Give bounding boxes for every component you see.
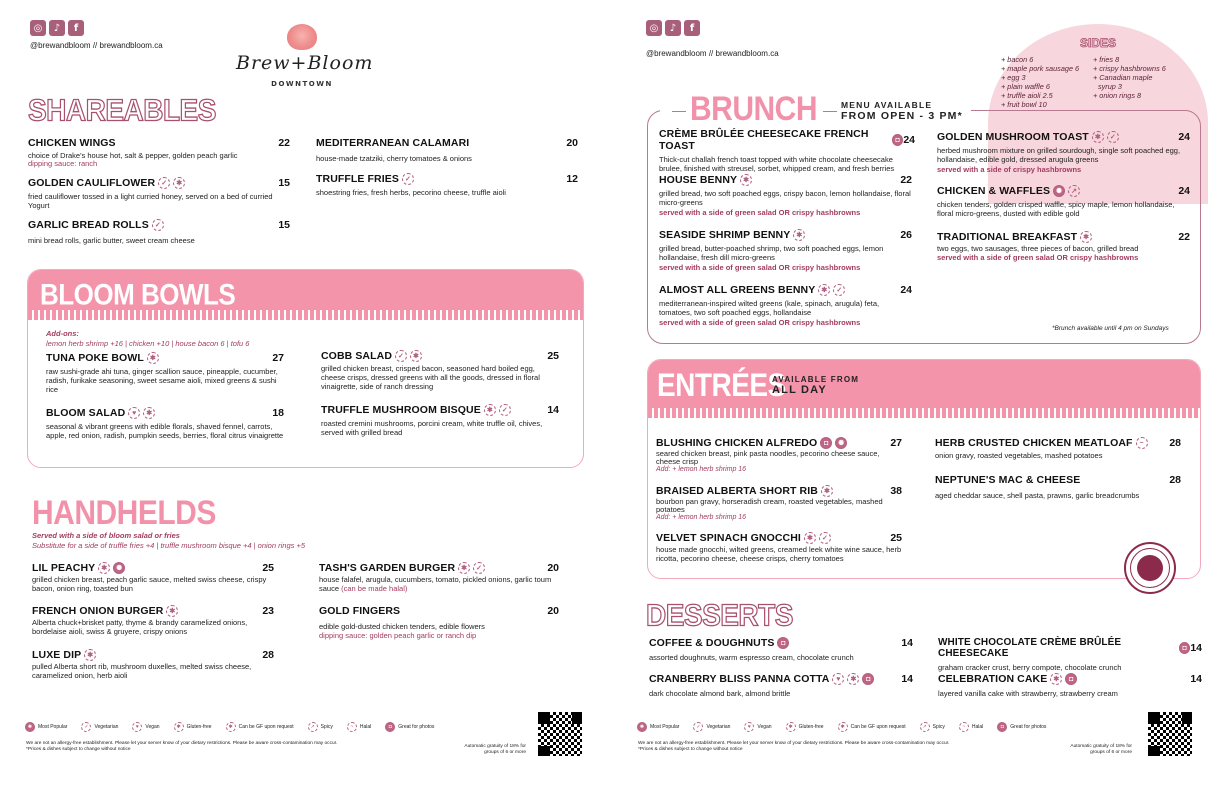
- instagram-icon[interactable]: ◎: [30, 20, 46, 36]
- gf-on-request-icon: ✱: [226, 722, 236, 732]
- vegetarian-icon: ✓: [158, 177, 170, 189]
- vegetarian-icon: ✓: [833, 284, 845, 296]
- spicy-icon: ↗: [308, 722, 318, 732]
- spicy-icon: ↗: [1068, 185, 1080, 197]
- facebook-icon[interactable]: f: [684, 20, 700, 36]
- menu-item: BLOOM SALAD ♥ ✱ 18 seasonal & vibrant greens with edible florals, shaved fennel, carrots, apple, red onion, radish, pumpkin seeds, berries, floral citrus vinaigrette: [46, 407, 284, 440]
- entrees-title: ENTRÉES: [657, 367, 786, 403]
- menu-item: GOLD FINGERS 20 edible gold-dusted chicken tenders, edible flowers dipping sauce: golden peach garlic or ranch dip: [319, 605, 559, 640]
- gluten-free-icon: ✱: [174, 722, 184, 732]
- gratuity-note: Automatic gratuity of 18% for groups of 6 or more: [464, 744, 526, 755]
- divider: [672, 111, 686, 113]
- halal-icon: ~: [347, 722, 357, 732]
- welcome-stamp: [1124, 542, 1176, 594]
- menu-item: LIL PEACHY ✱ ✺ 25 grilled chicken breast, peach garlic sauce, melted swiss cheese, crispy bacon, onion ring, toasted bun: [32, 562, 274, 593]
- vegan-icon: ♥: [128, 407, 140, 419]
- shareables-title: SHAREABLES: [28, 93, 216, 128]
- vegetarian-icon: ✓: [473, 562, 485, 574]
- rose-logo-icon: [287, 24, 317, 50]
- vegetarian-icon: ✓: [402, 173, 414, 185]
- tiktok-icon[interactable]: ♪: [665, 20, 681, 36]
- social-handle: @brewandbloom // brewandbloom.ca: [30, 41, 163, 50]
- gluten-free-icon: ✱: [173, 177, 185, 189]
- gluten-free-icon: ✱: [84, 649, 96, 661]
- spicy-icon: ↗: [920, 722, 930, 732]
- halal-icon: ~: [1136, 437, 1148, 449]
- allergy-disclaimer: We are not an allergy-free establishment. Please let your server know of your dietary restrictions. Please be aware cross-contamination may occur. *Prices & dishes subject to change without notice: [26, 741, 338, 752]
- menu-item: WHITE CHOCOLATE CRÈME BRÛLÉE CHEESECAKE ◘ 14 graham cracker crust, berry compote, chocolate crunch: [938, 637, 1202, 672]
- brand-logo: [236, 24, 374, 88]
- menu-item: CRANBERRY BLISS PANNA COTTA ♥ ✱ ◘ 14 dark chocolate almond bark, almond brittle: [649, 673, 913, 698]
- brunch-header: [660, 90, 971, 126]
- dietary-legend: ✺ Most Popular ✓ Vegetarian ♥ Vegan ✱ Gluten-free ✱ Can be GF upon request ↗ Spicy ~ Halal ◘ Great for photos: [637, 722, 1060, 732]
- location-label: DOWNTOWN: [271, 80, 333, 88]
- menu-item: TUNA POKE BOWL ✱ 27 raw sushi-grade ahi tuna, ginger scallion sauce, pineapple, cucumber, radish, furikake seasoning, sweet sesame aioli, mixed greens & sushi rice: [46, 352, 284, 394]
- gluten-free-icon: ✱: [166, 605, 178, 617]
- brunch-footnote: *Brunch available until 4 pm on Sundays: [1052, 325, 1169, 332]
- allergy-disclaimer: We are not an allergy-free establishment. Please let your server know of your dietary restrictions. Please be aware cross-contamination may occur. *Prices & dishes subject to change without notice: [638, 741, 950, 752]
- entrees-availability: AVAILABLE FROM ALL DAY: [772, 375, 860, 396]
- brunch-availability: MENU AVAILABLE FROM OPEN - 3 PM*: [841, 100, 963, 122]
- menu-item: COFFEE & DOUGHNUTS ◘ 14 assorted doughnuts, warm espresso cream, chocolate crunch: [649, 637, 913, 662]
- menu-item: FRENCH ONION BURGER ✱ 23 Alberta chuck+brisket patty, thyme & brandy caramelized onions, bordelaise aioli, swiss & gruyere, crispy onions: [32, 605, 274, 636]
- gluten-free-icon: ✱: [786, 722, 796, 732]
- gluten-free-icon: ✱: [821, 485, 833, 497]
- gluten-free-icon: ✱: [847, 673, 859, 685]
- facebook-icon[interactable]: f: [68, 20, 84, 36]
- menu-item: HOUSE BENNY ✱ 22 grilled bread, two soft poached eggs, crispy bacon, lemon hollandaise, floral micro-greens served with a side of green salad OR crispy hashbrowns: [659, 174, 912, 217]
- menu-item: COBB SALAD ✓ ✱ 25 grilled chicken breast, crisped bacon, seasoned hard boiled egg, cheese crisps, dressed greens with all the goods, dressed in floral vinaigrette, side of ranch dressing: [321, 350, 559, 391]
- great-for-photos-icon: ◘: [820, 437, 832, 449]
- gluten-free-icon: ✱: [147, 352, 159, 364]
- vegetarian-icon: ✓: [395, 350, 407, 362]
- vegetarian-icon: ✓: [1107, 131, 1119, 143]
- handhelds-sides-note: Served with a side of bloom salad or fries Substitute for a side of truffle fries +4 | truffle mushroom bisque +4 | onion rings +5: [32, 531, 305, 550]
- qr-code[interactable]: [537, 711, 583, 757]
- menu-item: TRADITIONAL BREAKFAST ✱ 22 two eggs, two sausages, three pieces of bacon, grilled bread served with a side of green salad OR crispy hashbrowns: [937, 231, 1190, 262]
- handhelds-title: HANDHELDS: [32, 494, 216, 532]
- most-popular-icon: ✺: [637, 722, 647, 732]
- menu-item: CHICKEN WINGS 22 choice of Drake's house hot, salt & pepper, golden peach garlic dipping sauce: ranch: [28, 137, 290, 168]
- menu-item: NEPTUNE'S MAC & CHEESE 28 aged cheddar sauce, shell pasta, prawns, garlic breadcrumbs: [935, 474, 1181, 500]
- menu-item: HERB CRUSTED CHICKEN MEATLOAF ~ 28 onion gravy, roasted vegetables, mashed potatoes: [935, 437, 1181, 460]
- most-popular-icon: ✺: [113, 562, 125, 574]
- social-icons: [30, 20, 84, 36]
- bloom-bowls-addons: Add-ons: lemon herb shrimp +16 | chicken +10 | house bacon 6 | tofu 6: [46, 329, 250, 348]
- dietary-legend: ✺ Most Popular ✓ Vegetarian ♥ Vegan ✱ Gluten-free ✱ Can be GF upon request ↗ Spicy ~ Halal ◘ Great for photos: [25, 722, 448, 732]
- most-popular-icon: ✺: [835, 437, 847, 449]
- gratuity-note: Automatic gratuity of 18% for groups of 6 or more: [1070, 744, 1132, 755]
- sides-column-2: + fries 8 + crispy hashbrowns 6 + Canadian maple syrup 3 + onion rings 8: [1093, 55, 1166, 100]
- great-for-photos-icon: ◘: [385, 722, 395, 732]
- menu-item: TASH'S GARDEN BURGER ✱ ✓ 20 house falafel, arugula, cucumbers, tomato, pickled onions, garlic toum sauce (can be made halal): [319, 562, 559, 593]
- vegan-icon: ♥: [744, 722, 754, 732]
- gluten-free-icon: ✱: [1050, 673, 1062, 685]
- gluten-free-icon: ✱: [458, 562, 470, 574]
- menu-item: BLUSHING CHICKEN ALFREDO ◘ ✺ 27 seared chicken breast, pink pasta noodles, pecorino cheese sauce, cheese crisp Add: + lemon herb shrimp 16: [656, 437, 902, 473]
- menu-item: TRUFFLE MUSHROOM BISQUE ✱ ✓ 14 roasted cremini mushrooms, porcini cream, white truffle oil, chives, served with grilled bread: [321, 404, 559, 437]
- vegan-icon: ♥: [832, 673, 844, 685]
- menu-item: CRÈME BRÛLÉE CHEESECAKE FRENCH TOAST ◘ 24 Thick-cut challah french toast topped with white chocolate cheesecake brulee, finished with streusel, sorbet, whipped cream, and fresh berries: [659, 128, 915, 173]
- great-for-photos-icon: ◘: [1179, 642, 1190, 654]
- menu-item: GARLIC BREAD ROLLS ✓ 15 mini bread rolls, garlic butter, sweet cream cheese: [28, 219, 290, 245]
- desserts-title: DESSERTS: [646, 598, 793, 633]
- great-for-photos-icon: ◘: [777, 637, 789, 649]
- instagram-icon[interactable]: ◎: [646, 20, 662, 36]
- menu-item: TRUFFLE FRIES ✓ 12 shoestring fries, fresh herbs, pecorino cheese, truffle aioli: [316, 173, 578, 197]
- vegetarian-icon: ✓: [152, 219, 164, 231]
- gluten-free-icon: ✱: [1092, 131, 1104, 143]
- halal-icon: ~: [959, 722, 969, 732]
- most-popular-icon: ✺: [25, 722, 35, 732]
- gluten-free-icon: ✱: [410, 350, 422, 362]
- gluten-free-icon: ✱: [98, 562, 110, 574]
- tiktok-icon[interactable]: ♪: [49, 20, 65, 36]
- gluten-free-icon: ✱: [740, 174, 752, 186]
- vegetarian-icon: ✓: [693, 722, 703, 732]
- bloom-bowls-header: [28, 270, 583, 310]
- sides-column-1: + bacon 6 + maple pork sausage 6 + egg 3 + plain waffle 6 + truffle aioli 2.5 + fruit bowl 10: [1001, 55, 1080, 109]
- menu-item: CELEBRATION CAKE ✱ ◘ 14 layered vanilla cake with strawberry, strawberry cream: [938, 673, 1202, 698]
- great-for-photos-icon: ◘: [1065, 673, 1077, 685]
- scalloped-divider: [648, 408, 1200, 418]
- menu-item: BRAISED ALBERTA SHORT RIB ✱ 38 bourbon pan gravy, horseradish cream, roasted vegetables, mashed potatoes Add: + lemon herb shrimp 16: [656, 485, 902, 521]
- menu-item: VELVET SPINACH GNOCCHI ✱ ✓ 25 house made gnocchi, wilted greens, creamed leek white wine sauce, herb ricotta, pecorino cheese, cheese crisps, cherry tomatoes: [656, 532, 902, 563]
- gluten-free-icon: ✱: [793, 229, 805, 241]
- menu-item: GOLDEN CAULIFLOWER ✓ ✱ 15 fried cauliflower tossed in a light curried honey, served on a bed of curried Yogurt: [28, 177, 290, 210]
- menu-item: MEDITERRANEAN CALAMARI 20 house-made tzatziki, cherry tomatoes & onions: [316, 137, 578, 163]
- gluten-free-icon: ✱: [818, 284, 830, 296]
- menu-item: SEASIDE SHRIMP BENNY ✱ 26 grilled bread, butter-poached shrimp, two soft poached eggs, lemon hollandaise, fresh dill micro-greens served with a side of green salad OR crispy hashbrowns: [659, 229, 912, 272]
- menu-item: GOLDEN MUSHROOM TOAST ✱ ✓ 24 herbed mushroom mixture on grilled sourdough, single soft poached egg, hollandaise, edible gold, dressed arugula greens served with a side of crispy hashbrowns: [937, 131, 1190, 174]
- vegetarian-icon: ✓: [499, 404, 511, 416]
- brunch-title: BRUNCH: [690, 90, 817, 128]
- vegetarian-icon: ✓: [81, 722, 91, 732]
- gluten-free-icon: ✱: [1080, 231, 1092, 243]
- gluten-free-icon: ✱: [484, 404, 496, 416]
- gluten-free-icon: ✱: [804, 532, 816, 544]
- vegetarian-icon: ✓: [819, 532, 831, 544]
- great-for-photos-icon: ◘: [892, 134, 903, 146]
- sides-title: SIDES: [1080, 36, 1117, 50]
- entrees-header: [648, 360, 1200, 408]
- logo-wordmark: Brew+Bloom: [236, 52, 374, 74]
- menu-item: CHICKEN & WAFFLES ✺ ↗ 24 chicken tenders, golden crisped waffle, spicy maple, lemon hollandaise, floral micro-greens, dusted with edible gold: [937, 185, 1190, 218]
- menu-item: ALMOST ALL GREENS BENNY ✱ ✓ 24 mediterranean-inspired wilted greens (kale, spinach, arugula) feta, tomatoes, two soft poached eggs, hollandaise served with a side of green salad OR crispy hashbrowns: [659, 284, 912, 327]
- qr-code[interactable]: [1147, 711, 1193, 757]
- social-handle: @brewandbloom // brewandbloom.ca: [646, 49, 779, 58]
- menu-item: LUXE DIP ✱ 28 pulled Alberta short rib, mushroom duxelles, melted swiss cheese, caramelized onion, herb aioli: [32, 649, 274, 680]
- most-popular-icon: ✺: [1053, 185, 1065, 197]
- right-menu-page: [612, 0, 1224, 792]
- gf-on-request-icon: ✱: [838, 722, 848, 732]
- vegan-icon: ♥: [132, 722, 142, 732]
- social-icons: [646, 20, 700, 36]
- great-for-photos-icon: ◘: [997, 722, 1007, 732]
- gluten-free-icon: ✱: [143, 407, 155, 419]
- bloom-bowls-title: BLOOM BOWLS: [40, 277, 236, 312]
- divider: [823, 111, 837, 113]
- great-for-photos-icon: ◘: [862, 673, 874, 685]
